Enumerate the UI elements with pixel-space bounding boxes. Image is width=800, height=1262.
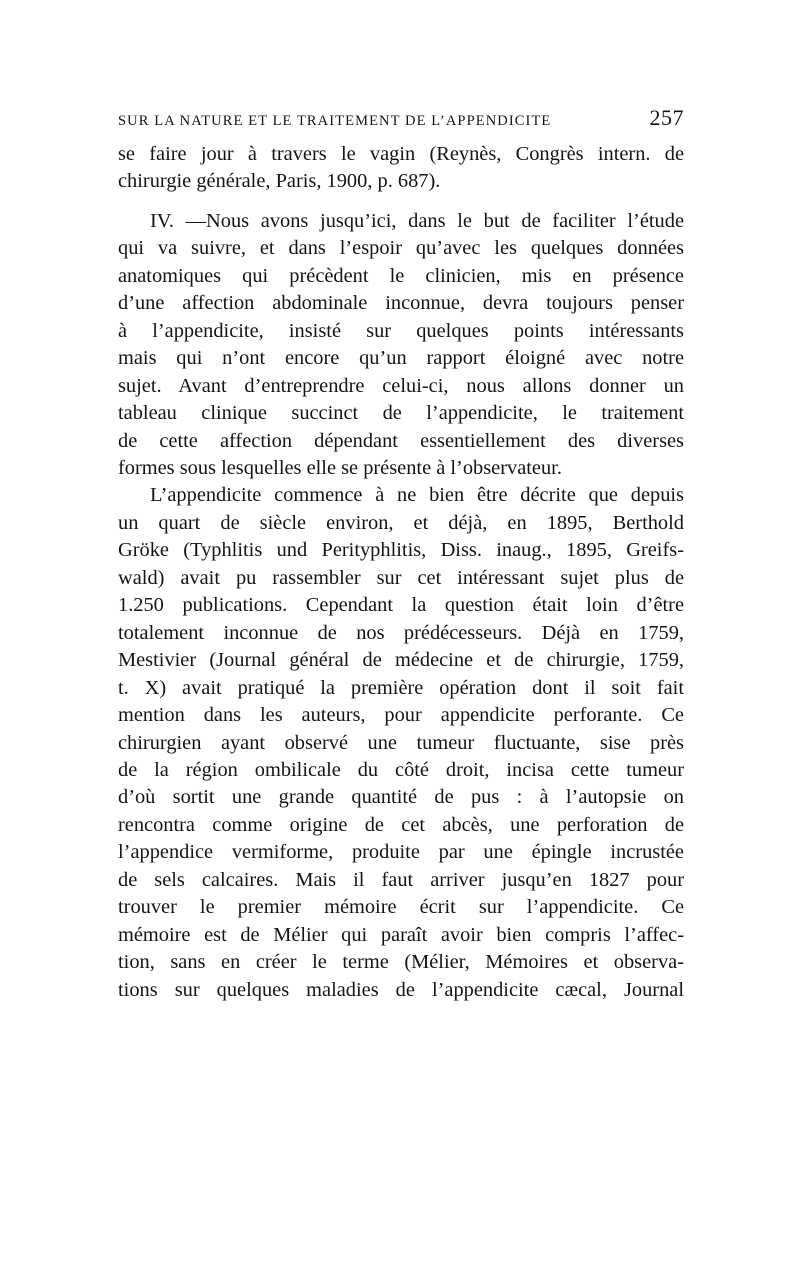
page-number: 257: [649, 105, 684, 130]
text-line: de cette affection dépendant essentiellement des diverses: [118, 429, 684, 452]
text-line: mémoire est de Mélier qui paraît avoir bien compris l’affec-: [118, 923, 684, 946]
text-line: rencontra comme origine de cet abcès, une perforation de: [118, 813, 684, 836]
paragraph-history: [118, 482, 684, 1004]
text-line: L’appendicite commence à ne bien être décrite que depuis: [150, 484, 684, 507]
text-line: anatomiques qui précèdent le clinicien, mis en présence: [118, 264, 684, 287]
text-line: chirurgie générale, Paris, 1900, p. 687).: [118, 170, 441, 193]
text-line: un quart de siècle environ, et déjà, en 1895, Berthold: [118, 511, 684, 534]
text-line: wald) avait pu rassembler sur cet intéressant sujet plus de: [118, 566, 684, 589]
text-line: Gröke (Typhlitis und Perityphlitis, Diss. inaug., 1895, Greifs-: [118, 539, 684, 562]
running-title: SUR LA NATURE ET LE TRAITEMENT DE L’APPENDICITE: [118, 113, 552, 129]
text-line: mention dans les auteurs, pour appendicite perforante. Ce: [118, 704, 684, 727]
running-head: [118, 105, 684, 131]
text-line: de sels calcaires. Mais il faut arriver jusqu’en 1827 pour: [118, 868, 684, 891]
text-line: IV. —Nous avons jusqu’ici, dans le but de faciliter l’étude: [150, 209, 684, 232]
body-text: [118, 141, 684, 1004]
text-line: tion, sans en créer le terme (Mélier, Mémoires et observa-: [118, 951, 684, 974]
text-line: sujet. Avant d’entreprendre celui-ci, nous allons donner un: [118, 374, 684, 397]
text-line: 1.250 publications. Cependant la question était loin d’être: [118, 594, 684, 617]
text-line: se faire jour à travers le vagin (Reynès, Congrès intern. de: [118, 143, 684, 165]
text-line: à l’appendicite, insisté sur quelques points intéressants: [118, 319, 684, 342]
text-line: mais qui n’ont encore qu’un rapport éloigné avec notre: [118, 347, 684, 370]
text-line: l’appendice vermiforme, produite par une épingle incrustée: [118, 841, 684, 864]
paragraph-section-iv: [118, 208, 684, 483]
text-line: formes sous lesquelles elle se présente à l’observateur.: [118, 456, 562, 479]
text-line: qui va suivre, et dans l’espoir qu’avec les quelques données: [118, 237, 684, 260]
text-line: d’où sortit une grande quantité de pus : à l’autopsie on: [118, 786, 684, 809]
text-line: de la région ombilicale du côté droit, incisa cette tumeur: [118, 758, 684, 781]
text-line: t. X) avait pratiqué la première opération dont il soit fait: [118, 676, 684, 699]
text-line: totalement inconnue de nos prédécesseurs. Déjà en 1759,: [118, 621, 684, 644]
text-line: Mestivier (Journal général de médecine et de chirurgie, 1759,: [118, 649, 684, 672]
text-line: chirurgien ayant observé une tumeur fluctuante, sise près: [118, 731, 684, 754]
text-line: d’une affection abdominale inconnue, devra toujours penser: [118, 292, 684, 315]
text-line: trouver le premier mémoire écrit sur l’appendicite. Ce: [118, 896, 684, 919]
book-page: [118, 105, 684, 1004]
text-line: tableau clinique succinct de l’appendicite, le traitement: [118, 402, 684, 425]
paragraph-continuation: [118, 141, 684, 196]
text-line: tions sur quelques maladies de l’appendicite cæcal, Journal: [118, 978, 684, 1001]
